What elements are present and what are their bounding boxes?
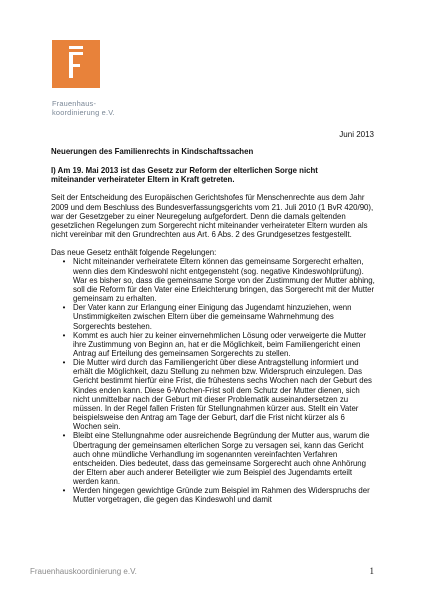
list-item-text: Bleibt eine Stellungnahme oder ausreichende Begründung der Mutter aus, warum die Übertragung der gemeinsamen elterlichen Sorge zu versagen sei, kann das Gericht auch ohne mündliche Verhandlung im sogenannten vereinfachten Verfahren entscheiden. Dies bedeutet, dass das gemeinsame Sorgerecht auch ohne Anhörung der Eltern aber auch anderer Beteiligter wie zum Beispiel des Jugendamts erteilt werden kann. (73, 431, 370, 487)
list-item-text: Der Vater kann zur Erlangung einer Einigung das Jugendamt hinzuziehen, wenn Unstimmigkeiten zwischen Eltern über die gemeinsame Wahrnehmung des Sorgerechts bestehen. (73, 303, 352, 331)
page-footer: Frauenhauskoordinierung e.V. (30, 567, 137, 576)
list-item-text: Nicht miteinander verheiratete Eltern können das gemeinsame Sorgerecht erhalten, wenn dies dem Kindeswohl nicht entgegensteht (sog. negative Kindeswohlprüfung). War es bisher so, dass die gemeinsame Sorge von der Zustimmung der Mutter abhing, soll die Reform für den Vater eine Erleichterung bringen, das Sorgerecht mit der Mutter gemeinsam zu erhalten. (73, 257, 375, 304)
bullet-icon: • (62, 358, 66, 368)
list-item (62, 303, 375, 331)
bullet-icon: • (62, 257, 66, 267)
paragraph-1: Seit der Entscheidung des Europäischen Gerichtshofes für Menschenrechte aus dem Jahr 2009 und dem Beschluss des Bundesverfassungsgerichts vom 21. Juli 2010 (1 BvR 420/90), war der Gesetzgeber zu einer Neuregelung aufgefordert. Denn die damals geltenden gesetzlichen Regelungen zum Sorgerecht nicht miteinander verheirateter Eltern wurden als nicht vereinbar mit den Grundrechten aus Art. 6 Abs. 2 des Grundgesetzes festgestellt. (51, 193, 374, 240)
logo-line-1: Frauenhaus- (52, 99, 97, 108)
list-item-text: Werden hingegen gewichtige Gründe zum Beispiel im Rahmen des Widerspruchs der Mutter vorgetragen, die gegen das Kindeswohl und damit (73, 486, 370, 505)
list-item (62, 486, 375, 505)
frauenhaus-f-logo-icon (52, 40, 100, 88)
bullet-icon: • (62, 330, 66, 340)
page-number: 1 (369, 566, 374, 576)
list-item (62, 431, 375, 487)
list-intro: Das neue Gesetz enthält folgende Regelungen: (51, 248, 217, 258)
frauenhaus-logo (52, 40, 100, 88)
logo-line-2: koordinierung e.V. (52, 108, 115, 118)
regulations-list (51, 257, 375, 504)
bullet-icon: • (62, 431, 66, 441)
list-item-text: Kommt es auch hier zu keiner einvernehmlichen Lösung oder verweigerte die Mutter ihre Zustimmung von Beginn an, hat er die Möglichkeit, beim Familiengericht einen Antrag auf Erteilung des gemeinsamen Sorgerechts zu stellen. (73, 330, 366, 358)
logo-caption (52, 99, 142, 118)
list-item (62, 257, 375, 304)
document-body (51, 147, 375, 505)
document-title: Neuerungen des Familienrechts in Kindschaftssachen (51, 147, 254, 156)
list-item-text: Die Mutter wird durch das Familiengericht über diese Antragstellung informiert und erhält die Möglichkeit, dazu Stellung zu nehmen bzw. Widerspruch einzulegen. Das Gericht bestimmt hierfür eine Frist, die frühestens sechs Wochen nach der Geburt des Kindes enden kann. Diese 6-Wochen-Frist soll dem Schutz der Mutter dienen, sich nicht unmittelbar nach der Geburt mit dieser Problematik auseinandersetzen zu müssen. In der Regel fallen Fristen für Stellungnahmen kürzer aus. Stellt ein Vater beispielsweise den Antrag am Tage der Geburt, darf die Frist nicht kürzer als 6 Wochen sein. (73, 358, 372, 432)
section-heading (51, 166, 375, 184)
bullet-icon: • (62, 486, 66, 496)
section-heading-line-1: I) Am 19. Mai 2013 ist das Gesetz zur Reform der elterlichen Sorge nicht (51, 165, 318, 175)
bullet-icon: • (62, 303, 66, 313)
section-heading-line-2: miteinander verheirateter Eltern in Kraft getreten. (51, 174, 235, 184)
list-item (62, 358, 375, 432)
list-item (62, 330, 375, 358)
document-date: Juni 2013 (339, 130, 374, 139)
